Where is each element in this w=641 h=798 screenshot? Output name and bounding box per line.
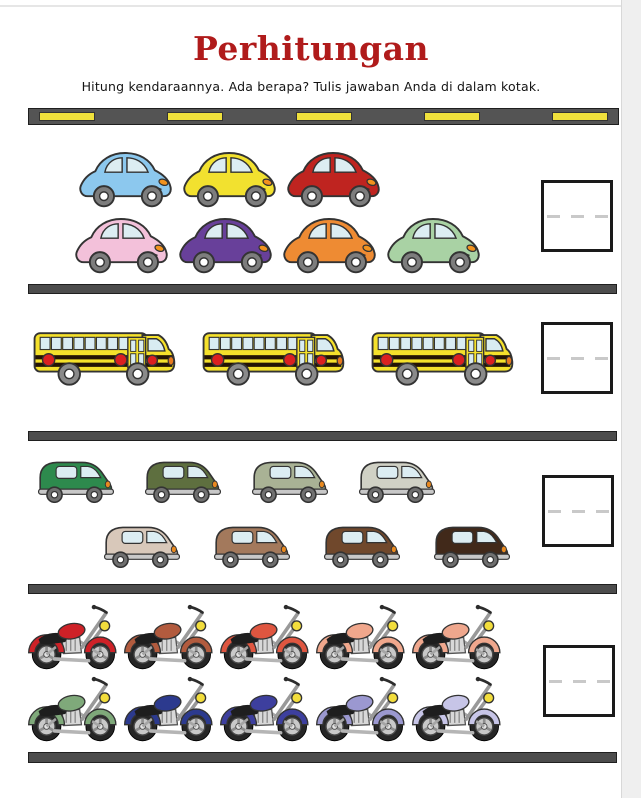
motorcycles-row xyxy=(26,601,503,674)
writing-guide-dash xyxy=(571,215,584,218)
writing-guide-dash xyxy=(548,510,561,513)
road-lane-dash xyxy=(552,112,608,121)
page-right-edge xyxy=(621,0,641,798)
writing-guide-dash xyxy=(595,357,608,360)
writing-guide-dash xyxy=(595,215,608,218)
motorcycle-icon xyxy=(122,601,215,674)
van-icon xyxy=(140,447,226,509)
writing-guide-dash xyxy=(572,510,585,513)
road-lane-dash xyxy=(424,112,480,121)
answer-box-cars[interactable] xyxy=(541,180,613,252)
van-icon xyxy=(99,512,185,574)
van-icon xyxy=(319,512,405,574)
answer-box-vans[interactable] xyxy=(542,475,614,547)
section-vans xyxy=(28,447,515,574)
car-icon xyxy=(178,212,274,274)
motorcycle-icon xyxy=(410,601,503,674)
van-icon xyxy=(429,512,515,574)
road-lane-dash xyxy=(167,112,223,121)
bottom-divider xyxy=(28,752,617,763)
motorcycle-icon xyxy=(218,601,311,674)
van-icon xyxy=(247,447,333,509)
motorcycle-icon xyxy=(26,601,119,674)
section-divider xyxy=(28,284,617,294)
writing-guide-dash xyxy=(596,510,609,513)
road-lane-dash xyxy=(296,112,352,121)
writing-guide-dash xyxy=(597,680,610,683)
section-buses xyxy=(28,320,516,395)
cars-row xyxy=(74,212,482,274)
section-motorcycles xyxy=(26,601,503,746)
motorcycle-icon xyxy=(26,673,119,746)
car-icon xyxy=(286,146,382,208)
van-icon xyxy=(354,447,440,509)
cars-row xyxy=(78,146,482,208)
answer-box-motorcycles[interactable] xyxy=(543,645,615,717)
buses-row xyxy=(28,320,516,395)
motorcycle-icon xyxy=(410,673,503,746)
page-title: Perhitungan xyxy=(192,29,430,68)
motorcycles-row xyxy=(26,673,503,746)
section-cars xyxy=(28,146,482,274)
car-icon xyxy=(282,212,378,274)
writing-guide-dash xyxy=(547,357,560,360)
writing-guide-dash xyxy=(571,357,584,360)
vans-row xyxy=(99,512,515,574)
section-divider xyxy=(28,431,617,441)
writing-guide-dash xyxy=(573,680,586,683)
car-icon xyxy=(386,212,482,274)
section-divider xyxy=(28,584,617,594)
vans-row xyxy=(33,447,515,509)
school-bus-icon xyxy=(197,320,347,395)
page-top-edge-line xyxy=(0,5,641,7)
van-icon xyxy=(33,447,119,509)
school-bus-icon xyxy=(28,320,178,395)
motorcycle-icon xyxy=(122,673,215,746)
car-icon xyxy=(182,146,278,208)
road-lane-dash xyxy=(39,112,95,121)
school-bus-icon xyxy=(366,320,516,395)
writing-guide-dash xyxy=(547,215,560,218)
car-icon xyxy=(74,212,170,274)
writing-guide-dash xyxy=(549,680,562,683)
road-divider-top xyxy=(28,108,619,125)
motorcycle-icon xyxy=(314,601,407,674)
motorcycle-icon xyxy=(314,673,407,746)
instructions-text: Hitung kendaraannya. Ada berapa? Tulis jawaban Anda di dalam kotak. xyxy=(81,79,541,94)
motorcycle-icon xyxy=(218,673,311,746)
car-icon xyxy=(78,146,174,208)
van-icon xyxy=(209,512,295,574)
answer-box-buses[interactable] xyxy=(541,322,613,394)
